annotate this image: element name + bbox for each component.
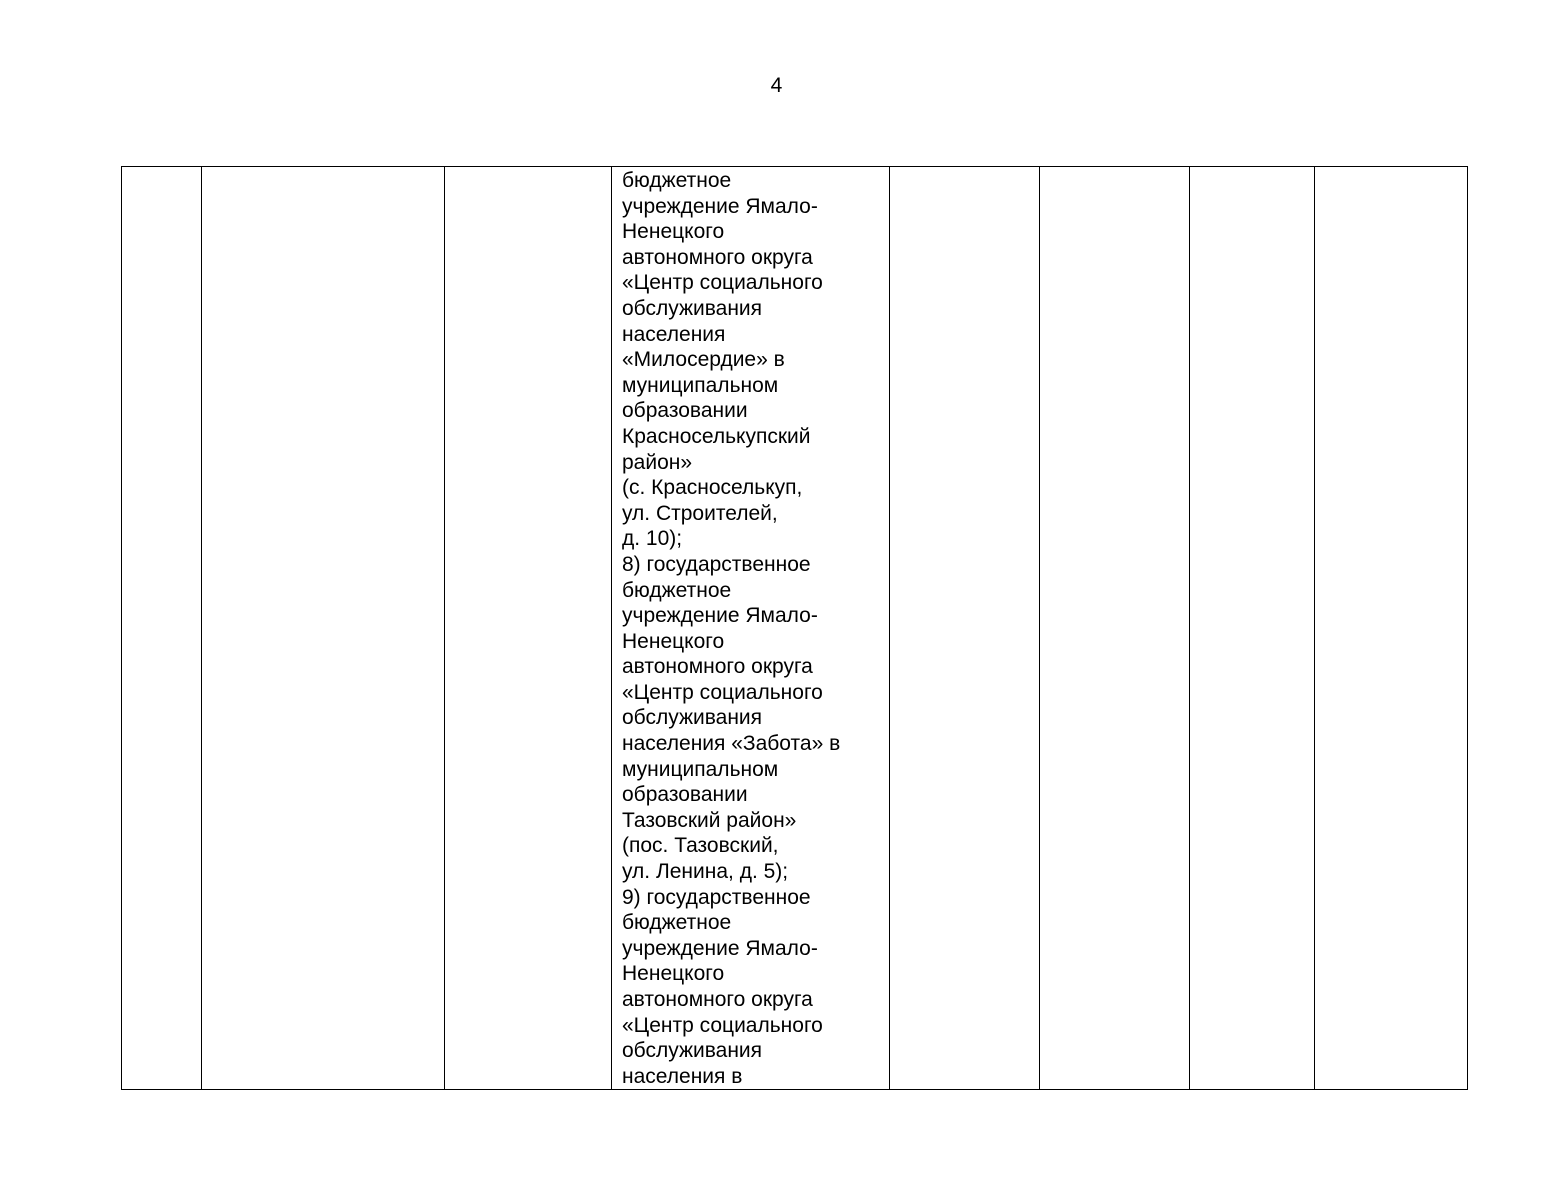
cell-text-line: учреждение Ямало- (622, 936, 818, 960)
cell-text-line: бюджетное (622, 911, 732, 935)
cell-text-line: автономного округа (622, 988, 813, 1011)
table-cell-2 (202, 167, 445, 1090)
cell-text-line: д. 10); (622, 527, 683, 551)
cell-text-line: населения (622, 322, 726, 346)
cell-text-line: 9) государственное (622, 885, 811, 909)
institution-list-text (622, 168, 881, 1089)
page-number: 4 (770, 74, 783, 97)
table-cell-1 (122, 167, 202, 1090)
cell-text-line: обслуживания (622, 296, 763, 320)
cell-text-line: населения в (622, 1064, 743, 1088)
cell-text-line: учреждение Ямало- (622, 604, 818, 628)
cell-text-line: автономного округа (622, 655, 813, 679)
cell-text-line: обслуживания (622, 706, 763, 730)
cell-text-line: ул. Ленина, д. 5); (622, 860, 789, 884)
cell-text-line: населения «Забота» в (622, 732, 841, 756)
table-cell-4 (612, 167, 890, 1090)
cell-text-line: бюджетное (622, 578, 732, 602)
table-row (122, 167, 1468, 1090)
cell-text-line: район» (622, 450, 693, 474)
table-cell-6 (1040, 167, 1190, 1090)
cell-text-line: обслуживания (622, 1039, 763, 1063)
table-cell-5 (890, 167, 1040, 1090)
cell-text-line: «Милосердие» в (622, 348, 785, 372)
cell-text-line: муниципальном (622, 373, 779, 397)
cell-text-line: Красноселькупский (622, 424, 811, 448)
cell-text-line: «Центр социального (622, 1013, 823, 1037)
cell-text-line: Ненецкого (622, 220, 725, 244)
table-cell-7 (1190, 167, 1315, 1090)
cell-text-line: образовании (622, 399, 748, 423)
document-table (121, 166, 1468, 1090)
cell-text-line: «Центр социального (622, 271, 823, 295)
table-cell-8 (1315, 167, 1468, 1090)
cell-text-line: бюджетное (622, 169, 732, 192)
table-cell-3 (445, 167, 612, 1090)
cell-text-line: автономного округа (622, 245, 813, 269)
cell-text-line: (пос. Тазовский, (622, 834, 779, 858)
cell-text-line: муниципальном (622, 757, 779, 781)
cell-text-line: 8) государственное (622, 552, 811, 576)
cell-text-line: Тазовский район» (622, 808, 797, 832)
cell-text-line: учреждение Ямало- (622, 194, 818, 218)
cell-text-line: ул. Строителей, (622, 501, 778, 525)
cell-text-line: образовании (622, 783, 748, 807)
cell-text-line: Ненецкого (622, 629, 725, 653)
cell-text-line: Ненецкого (622, 962, 725, 986)
cell-text-line: (с. Красноселькуп, (622, 476, 803, 500)
cell-text-line: «Центр социального (622, 680, 823, 704)
